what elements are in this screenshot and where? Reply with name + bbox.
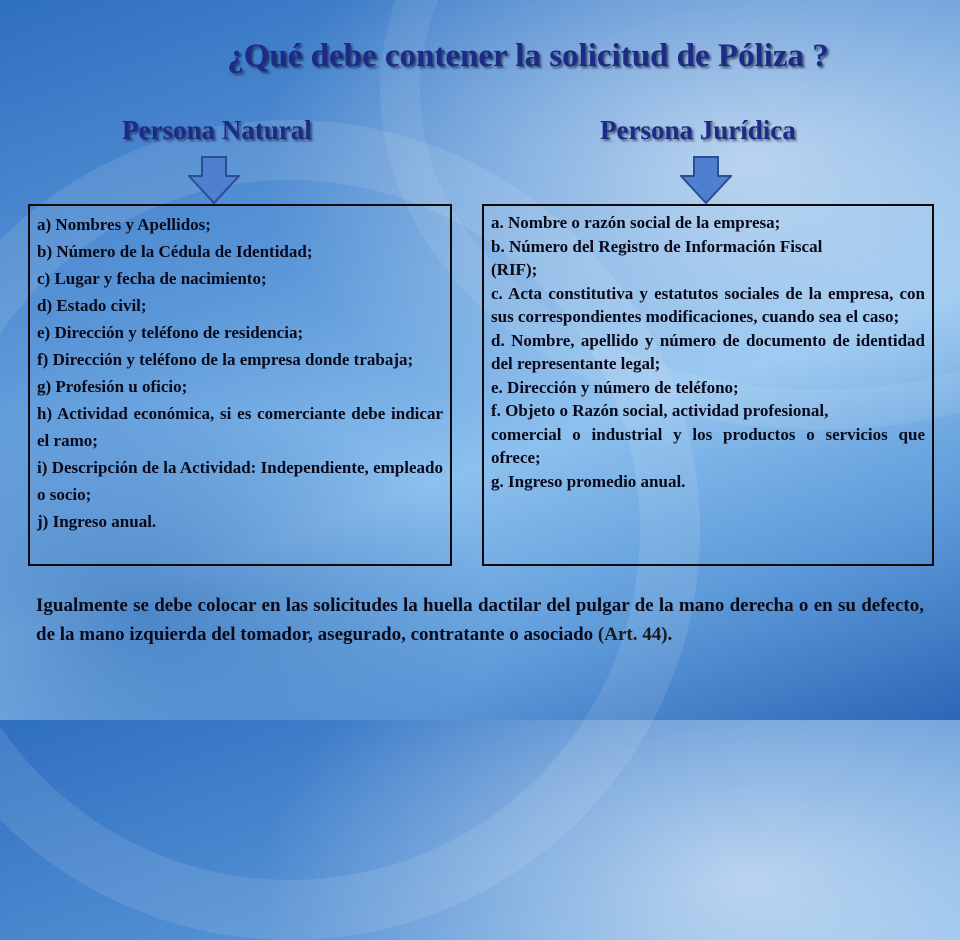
heading-persona-natural: Persona Natural [122, 115, 312, 145]
list-item: b. Número del Registro de Información Fiscal [491, 236, 823, 256]
list-item: h) Actividad económica, si es comerciante debe indicar el ramo; [37, 404, 443, 450]
list-item: a) Nombres y Apellidos; [37, 215, 211, 234]
natural-requirements-box [28, 204, 452, 566]
list-item: f. Objeto o Razón social, actividad profesional, [491, 401, 829, 420]
list-item: e) Dirección y teléfono de residencia; [37, 323, 304, 342]
arrow-down-icon [188, 156, 240, 204]
list-item: c) Lugar y fecha de nacimiento; [37, 269, 267, 288]
list-item: e. Dirección y número de teléfono; [491, 377, 739, 397]
list-item: c. Acta constitutiva y estatutos sociales de la empresa, con sus correspondientes modificaciones, cuando sea el caso; [491, 283, 925, 326]
heading-persona-juridica: Persona Jurídica [600, 115, 796, 145]
list-item: comercial o industrial y los productos o servicios que ofrece; [491, 424, 925, 467]
arrow-down-icon [680, 156, 732, 204]
list-item: d) Estado civil; [37, 296, 147, 315]
list-item: (RIF); [491, 260, 538, 279]
list-item: b) Número de la Cédula de Identidad; [37, 242, 313, 261]
list-item: i) Descripción de la Actividad: Independiente, empleado o socio; [37, 458, 443, 504]
list-item: g. Ingreso promedio anual. [491, 471, 686, 491]
juridica-requirements-box [482, 204, 934, 566]
footer-note [36, 591, 924, 649]
list-item: a. Nombre o razón social de la empresa; [491, 213, 781, 232]
list-item: d. Nombre, apellido y número de documento de identidad del representante legal; [491, 330, 925, 373]
footer-end: . [667, 624, 673, 645]
footer-text: Igualmente se debe colocar en las solicitudes la huella dactilar del pulgar de la mano derecha o en su defecto, de la mano izquierda del tomador, asegurado, contratante o asociado [36, 595, 924, 645]
article-reference: (Art. 44) [597, 624, 668, 645]
list-item: j) Ingreso anual. [37, 512, 157, 531]
slide-title: ¿Qué debe contener la solicitud de Póliza ? [227, 38, 829, 74]
list-item: g) Profesión u oficio; [37, 377, 188, 396]
list-item: f) Dirección y teléfono de la empresa donde trabaja; [37, 350, 414, 369]
